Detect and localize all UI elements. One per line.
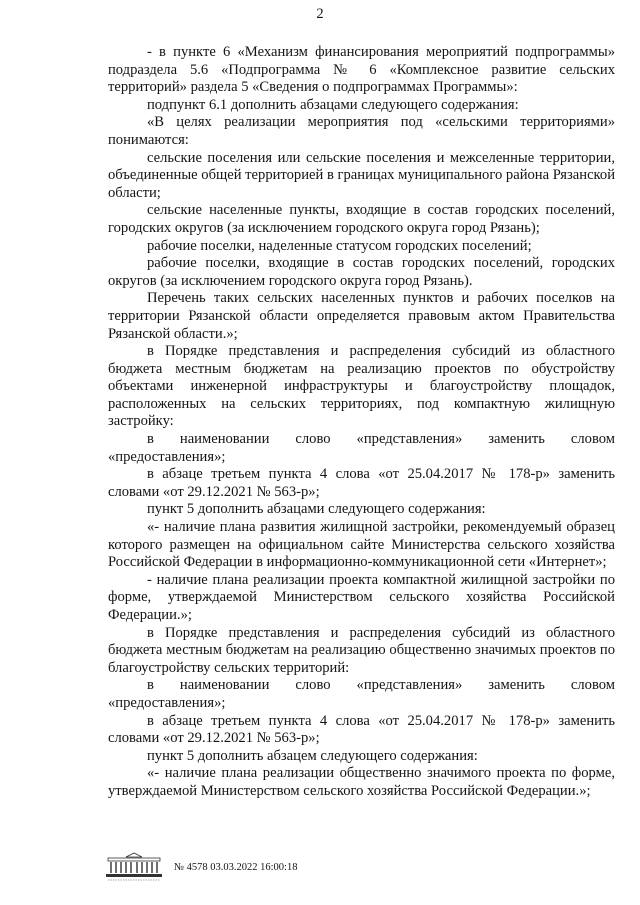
paragraph: в Порядке представления и распределения субсидий из областного бюджета местным бюджетам на реализацию общественно значимых проектов по благоустройству сельских территорий: — [108, 624, 615, 676]
registration-number: № 4578 03.03.2022 16:00:18 — [174, 862, 298, 873]
document-footer — [104, 852, 404, 882]
paragraph: «- наличие плана развития жилищной застройки, рекомендуемый образец которого размещен на официальном сайте Министерства сельского хозяйства Российской Федерации в информационно-коммуникационной сети «Интернет»; — [108, 519, 615, 571]
paragraph: Перечень таких сельских населенных пунктов и рабочих поселков на территории Рязанской области определяется правовым актом Правительства Рязанской области.»; — [108, 290, 615, 342]
paragraph: в наименовании слово «представления» заменить словом «предоставления»; — [108, 677, 615, 711]
building-stamp-icon — [104, 852, 164, 882]
paragraph: рабочие поселки, входящие в состав городских поселений, городских округов (за исключением городского округа город Рязань). — [108, 255, 615, 289]
paragraph: в абзаце третьем пункта 4 слова «от 25.04.2017 № 178-р» заменить словами «от 29.12.2021 № 563-р»; — [108, 712, 615, 747]
document-body — [108, 44, 615, 801]
paragraph: «- наличие плана реализации общественно значимого проекта по форме, утверждаемой Министерством сельского хозяйства Российской Федерации.»; — [108, 765, 615, 799]
paragraph: рабочие поселки, наделенные статусом городских поселений; — [147, 237, 532, 254]
paragraph: в Порядке представления и распределения субсидий из областного бюджета местным бюджетам на реализацию проектов по обустройству объектами инженерной инфраструктуры и благоустройству площадок, расположенных на сельских территориях, под компактную жилищную застройку: — [108, 343, 615, 430]
paragraph: - наличие плана реализации проекта компактной жилищной застройки по форме, утверждаемой Министерством сельского хозяйства Российской Федерации.»; — [108, 571, 615, 623]
paragraph: в абзаце третьем пункта 4 слова «от 25.04.2017 № 178-р» заменить словами «от 29.12.2021 № 563-р»; — [108, 466, 615, 500]
paragraph: пункт 5 дополнить абзацами следующего содержания: — [147, 501, 486, 518]
paragraph: в наименовании слово «представления» заменить словом «предоставления»; — [108, 431, 615, 465]
paragraph: сельские населенные пункты, входящие в состав городских поселений, городских округов (за исключением городского округа город Рязань); — [108, 202, 615, 236]
paragraph: - в пункте 6 «Механизм финансирования мероприятий подпрограммы» подраздела 5.6 «Подпрограмма № 6 «Комплексное развитие сельских территорий» раздела 5 «Сведения о подпрограммах Программы»: — [108, 44, 615, 96]
paragraph: пункт 5 дополнить абзацем следующего содержания: — [147, 747, 478, 764]
paragraph: подпункт 6.1 дополнить абзацами следующего содержания: — [147, 96, 519, 113]
paragraph: сельские поселения или сельские поселения и межселенные территории, объединенные общей территорией в границах муниципального района Рязанской области; — [108, 149, 615, 201]
page-number: 2 — [316, 6, 324, 22]
paragraph: «В целях реализации мероприятия под «сельскими территориями» понимаются: — [108, 114, 615, 148]
